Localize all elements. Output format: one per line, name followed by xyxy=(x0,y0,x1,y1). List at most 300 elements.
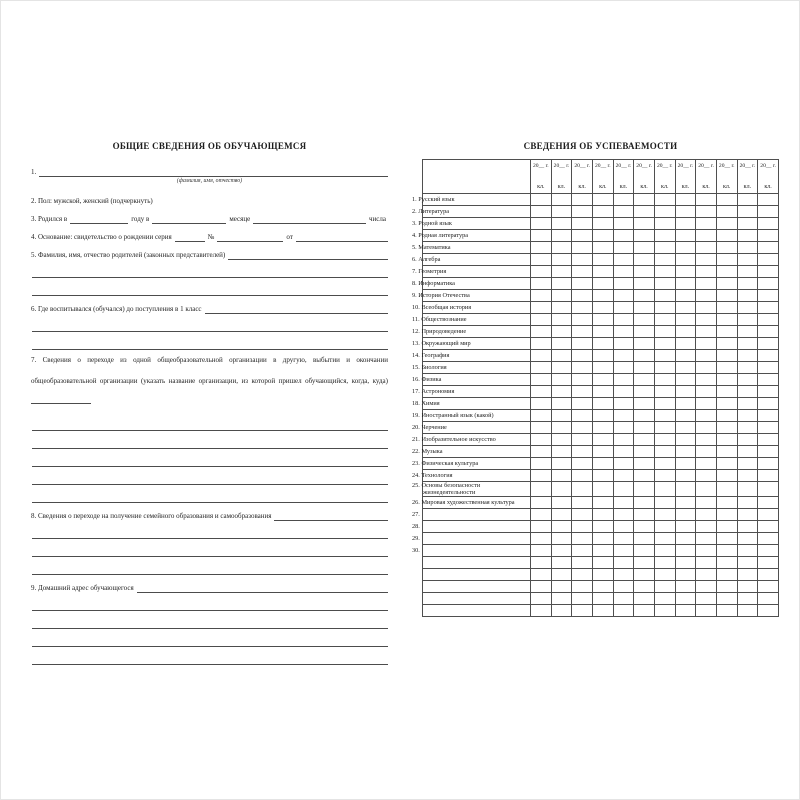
grade-cell xyxy=(551,422,572,434)
grade-cell xyxy=(592,386,613,398)
grade-cell xyxy=(572,422,593,434)
year-label: 20__ г. xyxy=(656,163,673,169)
grade-cell xyxy=(737,194,758,206)
grade-cell xyxy=(613,605,634,617)
grade-cell xyxy=(551,533,572,545)
grade-cell xyxy=(696,374,717,386)
field-label: 3. Родился в xyxy=(31,215,68,223)
grade-cell xyxy=(634,350,655,362)
grade-cell xyxy=(654,254,675,266)
class-label: кл. xyxy=(764,184,772,190)
blank-line xyxy=(31,611,388,629)
year-header-cell xyxy=(716,160,737,194)
grade-cell xyxy=(654,362,675,374)
subject-row xyxy=(423,314,779,326)
grade-cell xyxy=(592,458,613,470)
subject-cell: 27. xyxy=(423,509,531,521)
grade-cell xyxy=(634,581,655,593)
grade-cell xyxy=(572,398,593,410)
grade-cell xyxy=(572,338,593,350)
grade-cell xyxy=(592,338,613,350)
grade-cell xyxy=(716,314,737,326)
grade-cell xyxy=(531,314,552,326)
subject-cell: 8. Информатика xyxy=(423,278,531,290)
subject-row xyxy=(423,350,779,362)
grade-cell xyxy=(716,386,737,398)
grade-cell xyxy=(634,434,655,446)
grade-cell xyxy=(696,434,717,446)
grade-cell xyxy=(592,470,613,482)
grade-cell xyxy=(675,557,696,569)
year-label: 20__ г. xyxy=(760,163,776,169)
grade-cell xyxy=(572,194,593,206)
grade-cell xyxy=(696,206,717,218)
grade-cell xyxy=(592,362,613,374)
grade-cell xyxy=(654,593,675,605)
grade-cell xyxy=(531,533,552,545)
subject-cell: 18. Химия xyxy=(423,398,531,410)
grade-cell xyxy=(572,326,593,338)
grade-cell xyxy=(592,482,613,497)
grade-cell xyxy=(654,446,675,458)
year-header-cell xyxy=(613,160,634,194)
grade-cell xyxy=(696,557,717,569)
grade-cell xyxy=(613,242,634,254)
grade-cell xyxy=(634,398,655,410)
grade-cell xyxy=(592,497,613,509)
grade-cell xyxy=(592,509,613,521)
grade-cell xyxy=(572,410,593,422)
year-header-cell xyxy=(531,160,552,194)
blank-segment xyxy=(32,662,388,665)
year-label: 20__ г. xyxy=(594,163,611,169)
grade-cell xyxy=(716,422,737,434)
grade-cell xyxy=(551,557,572,569)
grade-cell xyxy=(613,434,634,446)
grade-cell xyxy=(758,533,779,545)
grade-cell xyxy=(675,593,696,605)
field-label: 4. Основание: свидетельство о рождении серия xyxy=(31,233,172,241)
grade-cell xyxy=(675,470,696,482)
blank-segment xyxy=(152,221,226,224)
grade-cell xyxy=(572,521,593,533)
year-header-content xyxy=(552,160,572,193)
grade-cell xyxy=(675,314,696,326)
blank-line xyxy=(31,557,388,575)
grade-cell xyxy=(737,581,758,593)
grade-cell xyxy=(531,470,552,482)
grade-cell xyxy=(675,569,696,581)
grade-cell xyxy=(613,302,634,314)
grade-cell xyxy=(758,482,779,497)
grade-cell xyxy=(696,266,717,278)
grade-cell xyxy=(613,362,634,374)
grade-cell xyxy=(758,470,779,482)
grade-cell xyxy=(737,302,758,314)
grade-cell xyxy=(716,593,737,605)
grade-cell xyxy=(592,194,613,206)
grade-cell xyxy=(531,218,552,230)
subject-cell xyxy=(423,581,531,593)
year-label: 20__ г. xyxy=(677,163,694,169)
page-title-left: ОБЩИЕ СВЕДЕНИЯ ОБ ОБУЧАЮЩЕМСЯ xyxy=(112,141,307,151)
grade-cell xyxy=(758,422,779,434)
grade-cell xyxy=(696,497,717,509)
grade-cell xyxy=(654,194,675,206)
blank-line xyxy=(31,431,388,449)
grade-cell xyxy=(551,278,572,290)
grade-cell xyxy=(551,458,572,470)
subject-cell xyxy=(423,593,531,605)
subject-cell: 1. Русский язык xyxy=(423,194,531,206)
grade-cell xyxy=(572,509,593,521)
grade-cell xyxy=(737,458,758,470)
subject-cell: 14. География xyxy=(423,350,531,362)
grade-cell xyxy=(716,230,737,242)
year-header-cell xyxy=(696,160,717,194)
grade-cell xyxy=(716,569,737,581)
grade-cell xyxy=(634,218,655,230)
grade-cell xyxy=(531,521,552,533)
grade-cell xyxy=(592,242,613,254)
grade-cell xyxy=(716,557,737,569)
grade-cell xyxy=(654,422,675,434)
grade-cell xyxy=(716,470,737,482)
year-header-cell xyxy=(572,160,593,194)
grade-cell xyxy=(531,446,552,458)
year-header-cell xyxy=(758,160,779,194)
form-field-line xyxy=(31,242,388,260)
grade-cell xyxy=(531,422,552,434)
grade-cell xyxy=(551,593,572,605)
header-row xyxy=(423,160,779,194)
grade-cell xyxy=(531,605,552,617)
grade-cell xyxy=(634,593,655,605)
blank-segment xyxy=(205,311,388,314)
subject-row xyxy=(423,545,779,557)
grade-cell xyxy=(716,458,737,470)
grade-cell xyxy=(551,254,572,266)
blank-segment xyxy=(32,608,388,611)
subject-cell: 24. Технология xyxy=(423,470,531,482)
field-label: 1. xyxy=(31,168,37,176)
class-label: кл. xyxy=(681,184,690,190)
subject-cell: 15. Биология xyxy=(423,362,531,374)
subject-cell: 9. История Отечества xyxy=(423,290,531,302)
grade-cell xyxy=(531,593,552,605)
grade-cell xyxy=(572,254,593,266)
subject-row xyxy=(423,497,779,509)
class-label: кл. xyxy=(557,184,566,190)
grade-cell xyxy=(531,338,552,350)
grade-cell xyxy=(737,266,758,278)
grade-cell xyxy=(716,194,737,206)
grade-cell xyxy=(531,206,552,218)
year-header-content xyxy=(593,160,613,193)
grade-cell xyxy=(654,374,675,386)
blank-segment xyxy=(70,221,128,224)
grade-cell xyxy=(675,410,696,422)
subject-cell: 2. Литература xyxy=(423,206,531,218)
grade-cell xyxy=(716,254,737,266)
grade-cell xyxy=(758,290,779,302)
grade-cell xyxy=(716,545,737,557)
blank-segment xyxy=(217,239,283,242)
grade-cell xyxy=(572,533,593,545)
class-label: кл. xyxy=(702,184,710,190)
grade-cell xyxy=(737,482,758,497)
grade-cell xyxy=(613,218,634,230)
year-label: 20__ г. xyxy=(739,163,756,169)
class-label: кл. xyxy=(578,184,586,190)
grade-cell xyxy=(634,482,655,497)
grade-cell xyxy=(654,278,675,290)
subject-cell: 4. Родная литература xyxy=(423,230,531,242)
blank-segment xyxy=(228,257,388,260)
empty-row xyxy=(423,569,779,581)
grade-cell xyxy=(675,458,696,470)
fio-caption: (фамилия, имя, отчество) xyxy=(176,178,243,184)
grade-cell xyxy=(634,458,655,470)
grade-cell xyxy=(634,545,655,557)
grade-cell xyxy=(572,434,593,446)
grade-cell xyxy=(758,509,779,521)
year-label: 20__ г. xyxy=(574,163,590,169)
subject-cell: 21. Изобразительное искусство xyxy=(423,434,531,446)
grade-cell xyxy=(634,206,655,218)
grade-cell xyxy=(572,266,593,278)
form-paragraph-text: 7. Сведения о переходе из одной общеобразовательной организации в другую, выбытии и окончании общеобразовательной организации (указать название организации, из которой пришел обучающийся, когда, куда) xyxy=(31,356,388,385)
grade-cell xyxy=(654,266,675,278)
grade-cell xyxy=(551,218,572,230)
subject-cell: 6. Алгебра xyxy=(423,254,531,266)
field-label: году в xyxy=(131,215,150,223)
grade-cell xyxy=(551,230,572,242)
grade-cell xyxy=(675,290,696,302)
grade-cell xyxy=(654,569,675,581)
grade-cell xyxy=(675,497,696,509)
grade-cell xyxy=(654,533,675,545)
field-label: 9. Домашний адрес обучающегося xyxy=(31,584,134,592)
grade-cell xyxy=(592,350,613,362)
grade-cell xyxy=(572,278,593,290)
grade-cell xyxy=(572,374,593,386)
class-label: кл. xyxy=(619,184,628,190)
grade-cell xyxy=(654,581,675,593)
blank-segment xyxy=(253,221,366,224)
blank-segment xyxy=(296,239,388,242)
grade-cell xyxy=(696,593,717,605)
subject-cell xyxy=(423,605,531,617)
subject-row xyxy=(423,362,779,374)
grade-cell xyxy=(675,482,696,497)
grade-cell xyxy=(737,557,758,569)
grade-cell xyxy=(613,569,634,581)
grade-cell xyxy=(696,509,717,521)
grade-cell xyxy=(634,230,655,242)
grade-cell xyxy=(675,266,696,278)
grade-cell xyxy=(613,458,634,470)
grade-cell xyxy=(654,434,675,446)
grade-cell xyxy=(572,593,593,605)
blank-segment xyxy=(32,644,388,647)
grade-cell xyxy=(634,266,655,278)
grade-cell xyxy=(696,218,717,230)
subject-cell: 23. Физическая культура xyxy=(423,458,531,470)
grade-cell xyxy=(634,290,655,302)
subject-cell: 13. Окружающий мир xyxy=(423,338,531,350)
blank-line xyxy=(31,278,388,296)
grade-cell xyxy=(592,521,613,533)
grade-cell xyxy=(758,350,779,362)
grade-cell xyxy=(675,302,696,314)
grade-cell xyxy=(592,593,613,605)
subject-row xyxy=(423,254,779,266)
grade-cell xyxy=(613,557,634,569)
grade-cell xyxy=(592,557,613,569)
grade-cell xyxy=(654,314,675,326)
grade-cell xyxy=(758,569,779,581)
subject-cell xyxy=(423,569,531,581)
year-header-content xyxy=(634,160,654,193)
grade-cell xyxy=(737,470,758,482)
grade-cell xyxy=(758,302,779,314)
grade-cell xyxy=(654,326,675,338)
grade-cell xyxy=(572,386,593,398)
subject-row xyxy=(423,398,779,410)
grade-cell xyxy=(551,350,572,362)
blank-segment xyxy=(32,275,388,278)
grade-cell xyxy=(716,605,737,617)
grade-cell xyxy=(696,521,717,533)
subject-row xyxy=(423,242,779,254)
grade-cell xyxy=(592,410,613,422)
grade-cell xyxy=(634,569,655,581)
grade-cell xyxy=(613,326,634,338)
grade-cell xyxy=(551,206,572,218)
grade-cell xyxy=(696,338,717,350)
grade-cell xyxy=(613,374,634,386)
grade-cell xyxy=(737,374,758,386)
grade-cell xyxy=(758,497,779,509)
page-title-right: СВЕДЕНИЯ ОБ УСПЕВАЕМОСТИ xyxy=(523,141,678,151)
subject-cell: 20. Черчение xyxy=(423,422,531,434)
grade-cell xyxy=(737,350,758,362)
form-field-line xyxy=(31,296,388,314)
grade-cell xyxy=(551,266,572,278)
grade-cell xyxy=(531,374,552,386)
grade-cell xyxy=(675,605,696,617)
grade-cell xyxy=(634,605,655,617)
subject-row xyxy=(423,533,779,545)
grade-cell xyxy=(572,605,593,617)
grade-cell xyxy=(758,593,779,605)
subject-row xyxy=(423,194,779,206)
grade-cell xyxy=(531,398,552,410)
grade-cell xyxy=(592,446,613,458)
form-field-line xyxy=(31,575,388,593)
empty-row xyxy=(423,593,779,605)
grade-cell xyxy=(758,206,779,218)
grade-cell xyxy=(716,374,737,386)
year-header-content xyxy=(655,160,675,193)
blank-segment xyxy=(32,626,388,629)
grade-cell xyxy=(716,398,737,410)
grade-cell xyxy=(675,206,696,218)
grade-cell xyxy=(634,497,655,509)
grade-cell xyxy=(696,386,717,398)
subject-row xyxy=(423,458,779,470)
grade-cell xyxy=(737,521,758,533)
grade-cell xyxy=(572,362,593,374)
grade-cell xyxy=(551,314,572,326)
grade-cell xyxy=(634,362,655,374)
grade-cell xyxy=(758,605,779,617)
blank-segment xyxy=(31,402,91,404)
grade-cell xyxy=(634,521,655,533)
grade-cell xyxy=(696,230,717,242)
subject-cell: 26. Мировая художественная культура xyxy=(423,497,531,509)
grade-cell xyxy=(675,509,696,521)
grade-cell xyxy=(531,230,552,242)
subject-cell: 5. Математика xyxy=(423,242,531,254)
grade-cell xyxy=(551,509,572,521)
grade-cell xyxy=(531,302,552,314)
grade-cell xyxy=(654,338,675,350)
grade-cell xyxy=(592,314,613,326)
grade-cell xyxy=(654,230,675,242)
grade-cell xyxy=(592,422,613,434)
grade-cell xyxy=(737,254,758,266)
grade-cell xyxy=(675,521,696,533)
grade-cell xyxy=(551,482,572,497)
grade-cell xyxy=(737,569,758,581)
grade-cell xyxy=(551,581,572,593)
grade-cell xyxy=(654,521,675,533)
grade-cell xyxy=(613,386,634,398)
grade-cell xyxy=(737,338,758,350)
grade-cell xyxy=(634,242,655,254)
grade-cell xyxy=(531,290,552,302)
grade-cell xyxy=(613,482,634,497)
grade-cell xyxy=(572,218,593,230)
grade-cell xyxy=(613,581,634,593)
grade-cell xyxy=(758,521,779,533)
grade-cell xyxy=(716,290,737,302)
blank-line xyxy=(31,521,388,539)
grade-cell xyxy=(716,350,737,362)
empty-row xyxy=(423,581,779,593)
subject-cell: 30. xyxy=(423,545,531,557)
grade-cell xyxy=(613,422,634,434)
subject-row xyxy=(423,446,779,458)
grade-cell xyxy=(551,194,572,206)
subject-row xyxy=(423,434,779,446)
grade-cell xyxy=(654,497,675,509)
grade-cell xyxy=(551,521,572,533)
grade-cell xyxy=(634,509,655,521)
grade-cell xyxy=(716,434,737,446)
field-label: месяце xyxy=(229,215,251,223)
grade-cell xyxy=(737,605,758,617)
grade-cell xyxy=(531,581,552,593)
year-header-content xyxy=(614,160,634,193)
grade-cell xyxy=(737,242,758,254)
grade-cell xyxy=(737,362,758,374)
grade-cell xyxy=(716,206,737,218)
grade-cell xyxy=(758,410,779,422)
year-label: 20__ г. xyxy=(636,163,652,169)
